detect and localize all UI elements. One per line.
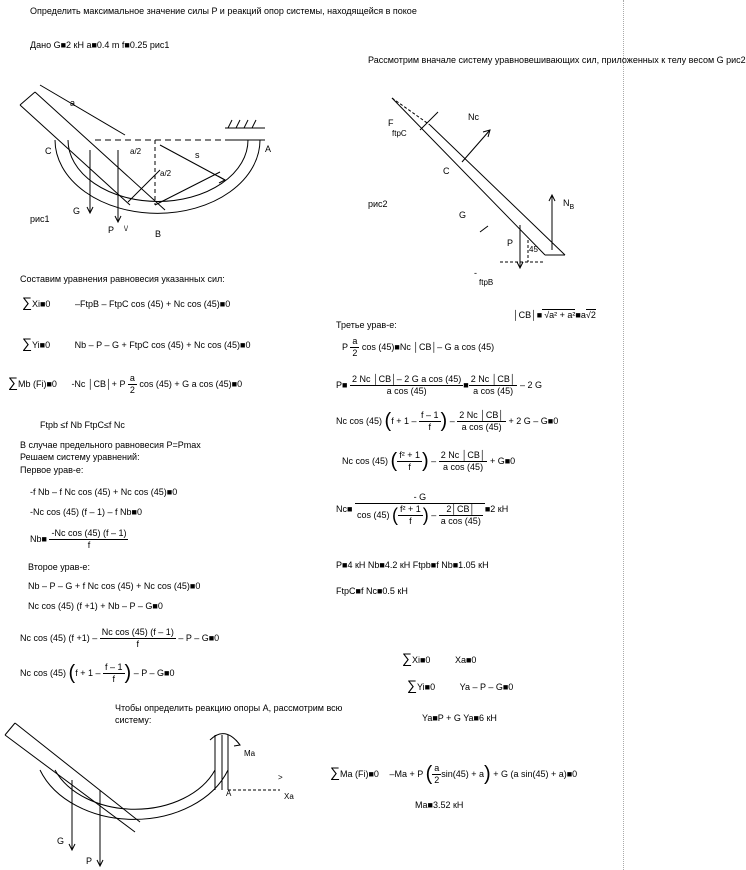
fig1-label-c: C xyxy=(45,146,52,156)
fig2-label-nb: $N_B$ xyxy=(563,198,575,211)
given-data: Дано G■2 кН a■0.4 m f■0.25 рис1 xyxy=(30,40,170,50)
first-equation-line3: Nb■ $\frac{\text{-Nc cos (45) (f – 1)}}{f}$ xyxy=(30,528,127,550)
system-note-line2: систему: xyxy=(115,715,152,725)
cb-length: │CB│■ √a² + a²■a√2 xyxy=(513,310,596,320)
system-note-line1: Чтобы определить реакцию опоры A, рассмотрим всю xyxy=(115,703,343,713)
equation-sum-x: ∑Xi■0 –FtpB – FtpC cos (45) + Nc cos (45)■0 xyxy=(22,294,231,310)
sum-symbol-icon: ∑ xyxy=(402,650,412,666)
second-equation-line3: Nc cos (45) (f +1) – $\frac{\text{Nc cos (45) (f – 1)}}{f}$ – P – G■0 xyxy=(20,627,220,649)
third-equation-line3: Nc cos (45) (f + 1 – $\frac{f - 1}{f}$ ) – $\frac{2 Nc │CB│}{\text{a cos (45)}}$ + 2 G – G■0 xyxy=(336,410,559,432)
friction-inequalities: Ftpb ≤f Nb FtpC≤f Nc xyxy=(40,420,125,430)
system-sum-y: ∑Yi■0 Ya – P – G■0 xyxy=(407,677,514,693)
problem-title: Определить максимальное значение силы P и реакций опор системы, находящейся в покое xyxy=(30,6,417,16)
fig2-label-45: 45 xyxy=(529,245,538,254)
fig2-label-minus: - xyxy=(474,268,477,278)
equation-sum-moment-b: ∑Mb (Fi)■0 -Nc │CB│+ P $\frac{a}{2}$ cos (45) + G a cos (45)■0 xyxy=(8,373,243,395)
fig3-label-p: P xyxy=(86,856,93,866)
fig1-label-b: B xyxy=(155,229,162,239)
nc-result-equation: Nc■ - G cos (45) ( $\frac{\text{f² + 1}}{f}$ ) – $\frac{2│CB│}{\text{a cos (45)}}$ ■2 кН xyxy=(336,492,509,526)
equation-sum-y: ∑Yi■0 Nb – P – G + FtpC cos (45) + Nc cos (45)■0 xyxy=(22,335,251,351)
fig3-label-xa: Xa xyxy=(284,792,294,801)
fig1-label-a2-mid: a/2 xyxy=(160,169,172,178)
limit-equilibrium-note: В случае предельного равновесия P=Pmax xyxy=(20,440,201,450)
fig2-label-nc: Nc xyxy=(468,112,479,122)
first-equation-heading: Первое урав-е: xyxy=(20,465,84,475)
fig1-label-m: \/ xyxy=(124,226,128,233)
third-equation-line4: Nc cos (45) ( $\frac{\text{f² + 1}}{f}$ ) – $\frac{2 Nc │CB│}{\text{a cos (45)}}$ + G■0 xyxy=(342,450,516,472)
fig3-label-a: A xyxy=(226,789,232,798)
fig2-note: Рассмотрим вначале систему уравновешивающих сил, приложенных к телу весом G рис2 xyxy=(368,55,746,65)
fig1-label-a: a xyxy=(70,98,76,108)
fig1-label-g: G xyxy=(73,206,81,216)
fig1-label-a2-top: a/2 xyxy=(130,147,142,156)
fig1-label-s: s xyxy=(195,150,200,160)
sum-symbol-icon: ∑ xyxy=(22,294,32,310)
sum-symbol-icon: ∑ xyxy=(22,335,32,351)
sum-symbol-icon: ∑ xyxy=(8,373,18,390)
fig2-label-f: F xyxy=(388,118,394,128)
third-equation-line1: P $\frac{a}{2}$ cos (45)■Nc │CB│– G a cos (45) xyxy=(342,336,495,358)
moment-a-equation: ∑Ma (Fi)■0 –Ma + P ( $\frac{a}{2}$ sin(45) + a) + G (a sin(45) + a)■0 xyxy=(330,763,578,785)
third-equation-line2: P■ $\frac{\text{2 Nc │CB│– 2 G a cos (45)}}{\text{a cos (45)}}$ ■ $\frac{2 Nc │CB│}{\text{a cos (45)}}$ – 2 G xyxy=(336,374,542,396)
third-equation-heading: Третье урав-е: xyxy=(336,320,397,330)
fig2-caption: рис2 xyxy=(368,199,388,209)
fig2-label-ftpb: ftpB xyxy=(479,278,494,287)
fig3-label-ma: Ma xyxy=(244,749,256,758)
ma-result: Ma■3.52 кН xyxy=(415,800,464,810)
fig1-label-a-point: A xyxy=(265,144,272,154)
second-equation-line2: Nc cos (45) (f +1) + Nb – P – G■0 xyxy=(28,601,163,611)
sqrt-icon: √a² + a² xyxy=(544,310,576,320)
solve-system-note: Решаем систему уравнений: xyxy=(20,452,140,462)
second-equation-heading: Второе урав-е: xyxy=(28,562,90,572)
ya-result: Ya■P + G Ya■6 кН xyxy=(422,713,497,723)
first-equation-line2: -Nc cos (45) (f – 1) – f Nb■0 xyxy=(30,507,142,517)
fig3-label-g: G xyxy=(57,836,65,846)
fig1-caption: рис1 xyxy=(30,214,50,224)
sum-symbol-icon: ∑ xyxy=(330,763,340,780)
fig1-label-p: P xyxy=(108,225,115,235)
first-equation-line1: -f Nb – f Nc cos (45) + Nc cos (45)■0 xyxy=(30,487,178,497)
section-equations-heading: Составим уравнения равновесия указанных сил: xyxy=(20,274,225,284)
results-line1: P■4 кН Nb■4.2 кН Ftpb■f Nb■1.05 кН xyxy=(336,560,489,570)
second-equation-line1: Nb – P – G + f Nc cos (45) + Nc cos (45)■0 xyxy=(28,581,201,591)
fig2-label-ftpc: ftpC xyxy=(392,129,407,138)
results-line2: FtpC■f Nc■0.5 кН xyxy=(336,586,408,596)
second-equation-line4: Nc cos (45) (f + 1 – $\frac{f - 1}{f}$ ) – P – G■0 xyxy=(20,662,175,684)
fig2-label-p: P xyxy=(507,238,514,248)
fig3-label-gt: > xyxy=(278,773,283,782)
fig2-label-g: G xyxy=(459,210,467,220)
sum-symbol-icon: ∑ xyxy=(407,677,417,693)
system-sum-x: ∑Xi■0 Xa■0 xyxy=(402,650,477,666)
fig2-label-c: C xyxy=(443,166,450,176)
